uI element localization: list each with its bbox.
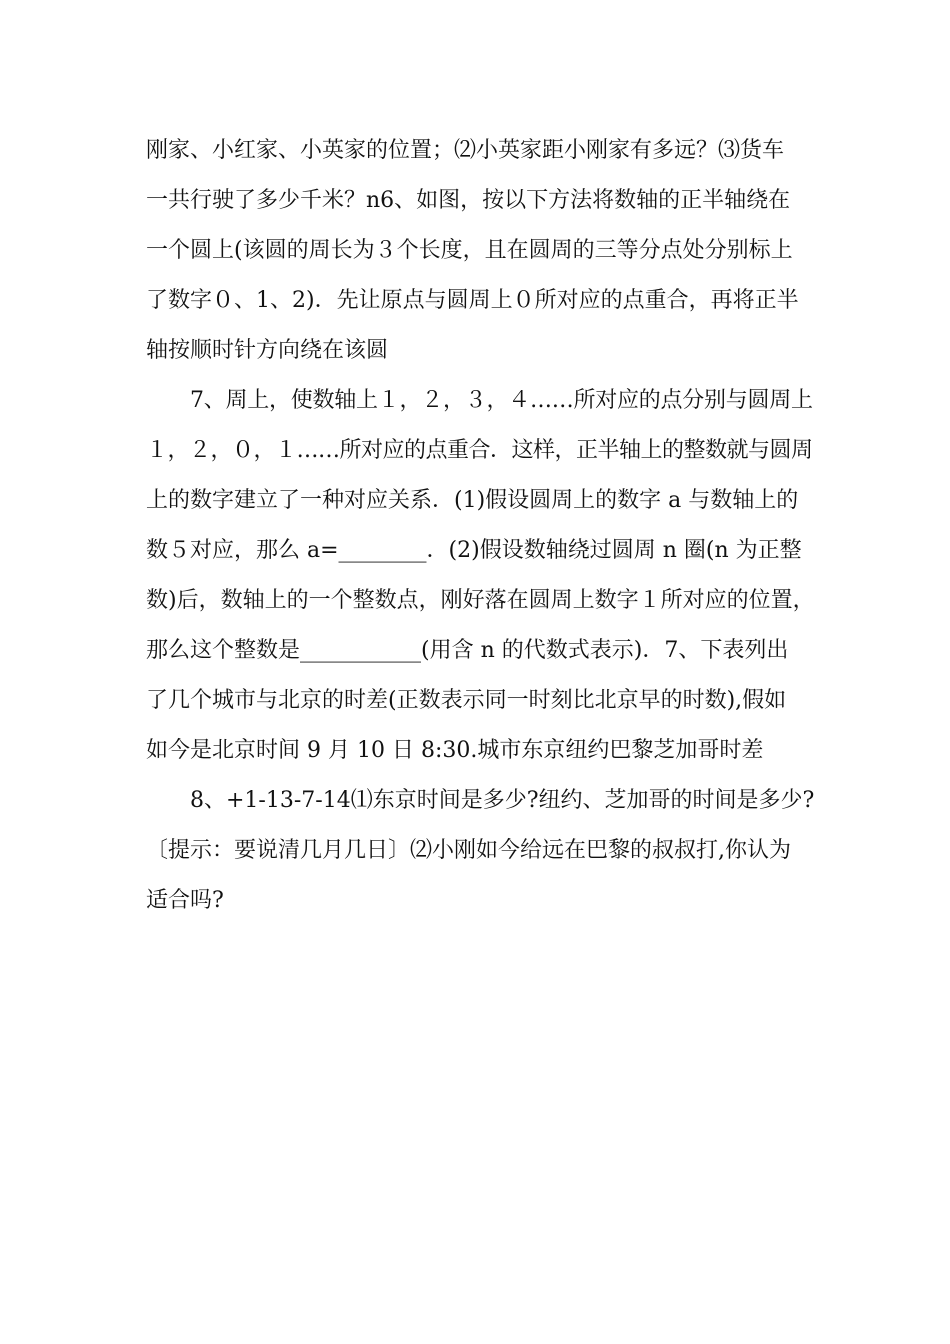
text-line-12: 了几个城市与北京的时差(正数表示同一时刻比北京早的时数),假如 bbox=[146, 688, 787, 713]
text-line-14: 8、+1-13-7-14⑴东京时间是多少?纽约、芝加哥的时间是多少? bbox=[190, 788, 815, 813]
text-line-6: 7、周上，使数轴上１，２，３，４……所对应的点分别与圆周上 bbox=[190, 388, 813, 413]
text-line-5: 轴按顺时针方向绕在该圆 bbox=[146, 338, 389, 363]
text-line-9: 数５对应，那么 a=________．(2)假设数轴绕过圆周 n 圈(n 为正整 bbox=[146, 538, 802, 563]
text-line-7: １，２，０，１……所对应的点重合．这样，正半轴上的整数就与圆周 bbox=[146, 438, 813, 463]
text-line-8: 上的数字建立了一种对应关系．(1)假设圆周上的数字 a 与数轴上的 bbox=[146, 488, 799, 513]
text-line-4: 了数字０、1、2)．先让原点与圆周上０所对应的点重合，再将正半 bbox=[146, 288, 799, 313]
text-line-10: 数)后，数轴上的一个整数点，刚好落在圆周上数字１所对应的位置， bbox=[146, 588, 815, 613]
text-line-16: 适合吗? bbox=[146, 888, 224, 913]
text-line-15: 〔提示：要说清几月几日〕⑵小刚如今给远在巴黎的叔叔打,你认为 bbox=[146, 838, 791, 863]
text-line-2: 一共行驶了多少千米？n6、如图，按以下方法将数轴的正半轴绕在 bbox=[146, 188, 791, 213]
text-line-3: 一个圆上(该圆的周长为３个长度，且在圆周的三等分点处分别标上 bbox=[146, 238, 793, 263]
text-line-11: 那么这个整数是___________(用含 n 的代数式表示)．7、下表列出 bbox=[146, 638, 789, 663]
text-line-13: 如今是北京时间 9 月 10 日 8:30.城市东京纽约巴黎芝加哥时差 bbox=[146, 738, 764, 763]
text-line-1: 刚家、小红家、小英家的位置；⑵小英家距小刚家有多远？⑶货车 bbox=[146, 138, 785, 163]
